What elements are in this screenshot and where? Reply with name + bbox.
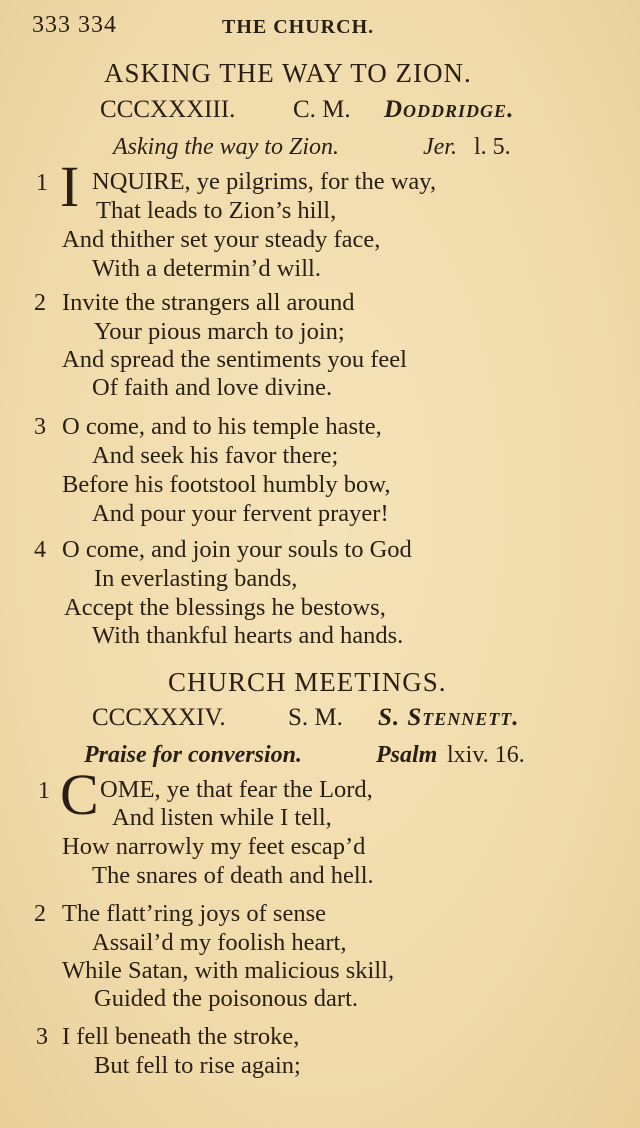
verse-number: 1 xyxy=(36,170,48,196)
verse-line: And spread the sentiments you feel xyxy=(62,346,407,373)
drop-cap: C xyxy=(60,762,99,827)
hymn-number-2: CCCXXXIV. xyxy=(92,704,226,731)
verse-line: With thankful hearts and hands. xyxy=(92,622,404,649)
verse-line: But fell to rise again; xyxy=(94,1052,301,1079)
verse-number: 3 xyxy=(34,414,46,440)
scripture-ref-1: l. 5. xyxy=(474,134,511,160)
verse-line: Guided the poisonous dart. xyxy=(94,985,359,1012)
verse-line: I fell beneath the stroke, xyxy=(62,1023,300,1050)
verse-line: OME, ye that fear the Lord, xyxy=(100,776,373,803)
verse-number: 2 xyxy=(34,290,46,316)
verse-line: Your pious march to join; xyxy=(94,318,345,345)
hymn-author-1: Doddridge. xyxy=(384,96,515,123)
verse-line: The flatt’ring joys of sense xyxy=(62,900,326,927)
hymn-number-1: CCCXXXIII. xyxy=(100,96,236,123)
verse-line: Of faith and love divine. xyxy=(92,374,333,401)
verse-line: And seek his favor there; xyxy=(92,442,339,469)
verse-line: The snares of death and hell. xyxy=(92,862,374,889)
verse-number: 3 xyxy=(36,1024,48,1050)
section-title-2: CHURCH MEETINGS. xyxy=(168,667,447,697)
scripture-book-2: Psalm xyxy=(376,742,438,768)
verse-line: And pour your fervent prayer! xyxy=(92,500,389,527)
hymn-meter-2: S. M. xyxy=(288,704,343,731)
verse-line: Assail’d my foolish heart, xyxy=(92,929,347,956)
verse-number: 2 xyxy=(34,901,46,927)
drop-cap: I xyxy=(60,154,80,219)
section-title-1: ASKING THE WAY TO ZION. xyxy=(104,58,472,88)
verse-line: In everlasting bands, xyxy=(94,565,298,592)
running-head: THE CHURCH. xyxy=(222,16,375,38)
verse-line: While Satan, with malicious skill, xyxy=(62,957,395,984)
hymn-subtitle-2: Praise for conversion. xyxy=(84,742,302,768)
verse-number: 4 xyxy=(34,537,46,563)
verse-line: Invite the strangers all around xyxy=(62,289,355,316)
verse-line: O come, and join your souls to God xyxy=(62,536,412,563)
page-numbers: 333 334 xyxy=(32,12,117,38)
hymn-author-2: S. Stennett. xyxy=(378,704,520,731)
verse-line: NQUIRE, ye pilgrims, for the way, xyxy=(92,168,437,195)
hymn-meter-1: C. M. xyxy=(293,96,351,123)
verse-line: That leads to Zion’s hill, xyxy=(96,197,337,224)
scripture-book-1: Jer. xyxy=(423,134,457,160)
scripture-ref-2: lxiv. 16. xyxy=(447,742,525,768)
verse-line: And listen while I tell, xyxy=(112,804,332,831)
hymn-subtitle-1: Asking the way to Zion. xyxy=(113,134,339,160)
verse-number: 1 xyxy=(38,778,50,804)
verse-line: Before his footstool humbly bow, xyxy=(62,471,391,498)
verse-line: How narrowly my feet escap’d xyxy=(62,833,366,860)
verse-line: With a determin’d will. xyxy=(92,255,321,282)
verse-line: O come, and to his temple haste, xyxy=(62,413,382,440)
verse-line: Accept the blessings he bestows, xyxy=(64,594,386,621)
verse-line: And thither set your steady face, xyxy=(62,226,381,253)
